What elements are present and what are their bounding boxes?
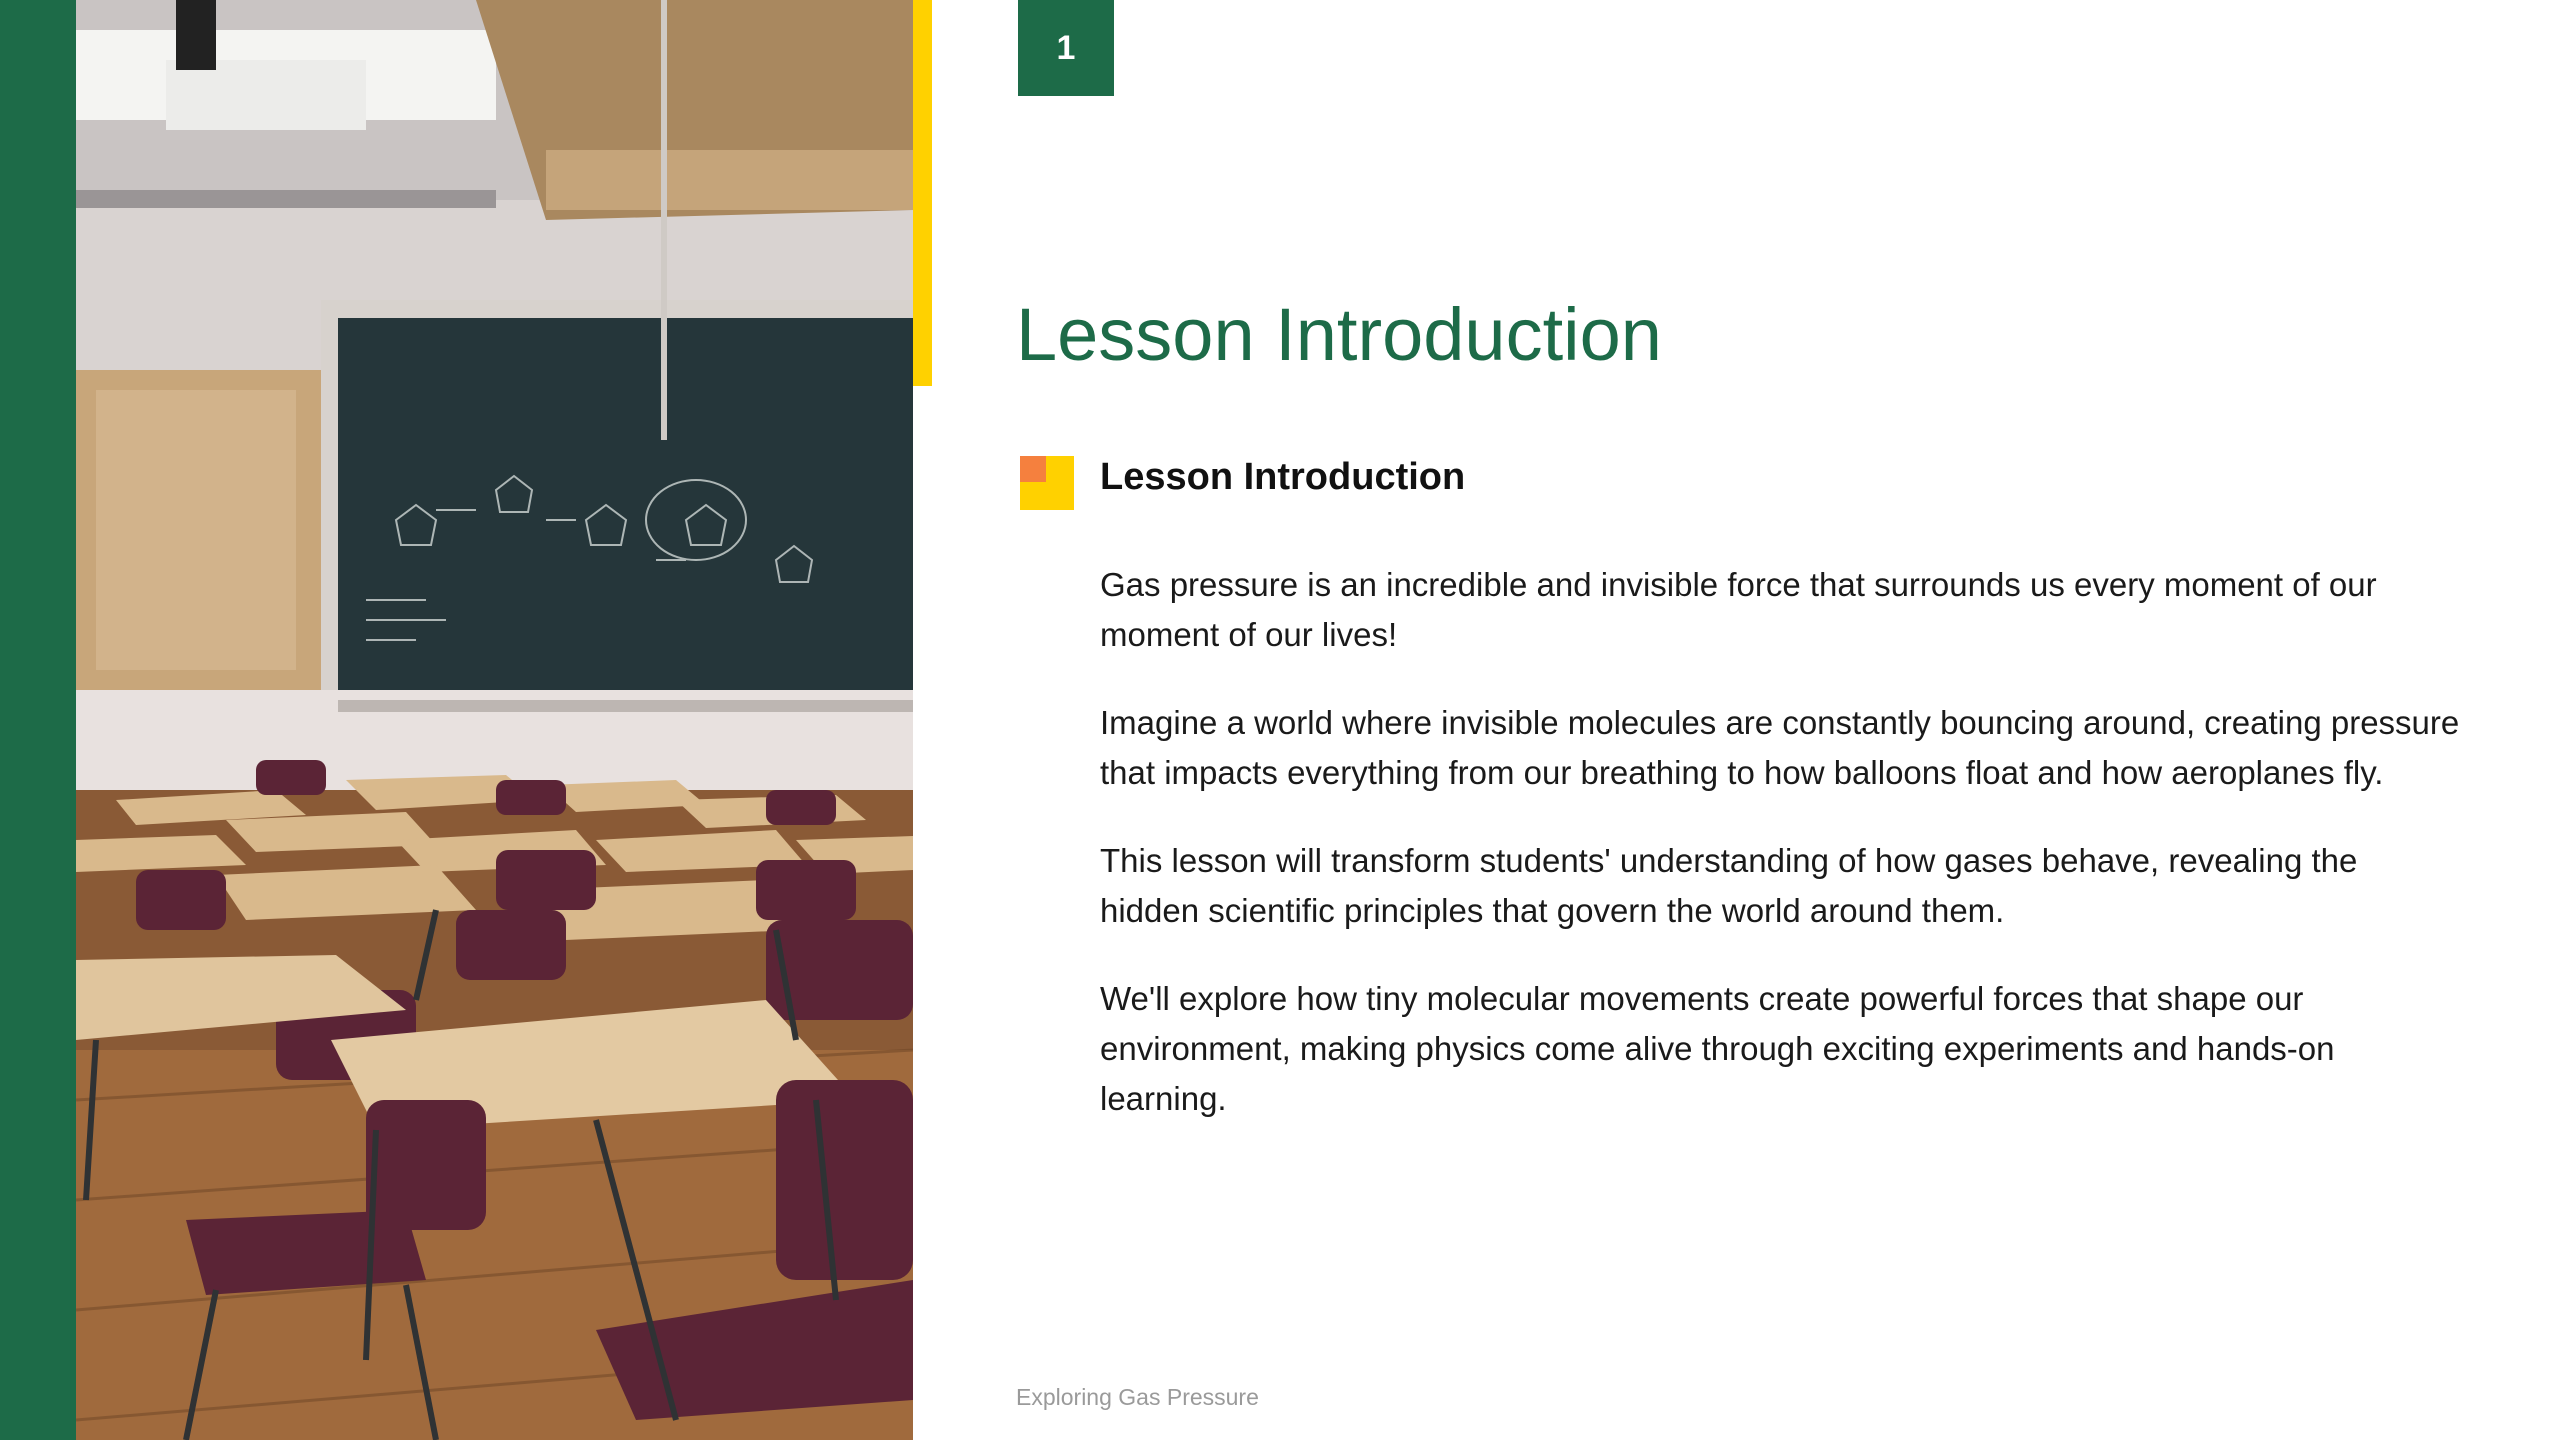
paragraph: Gas pressure is an incredible and invisible force that surrounds us every moment of our moment of our lives! <box>1100 566 2377 653</box>
body-text <box>1100 560 2460 1162</box>
paragraph: Imagine a world where invisible molecules are constantly bouncing around, creating pressure that impacts everything from our breathing to how balloons float and how aeroplanes fly. <box>1100 704 2460 791</box>
footer-text: Exploring Gas Pressure <box>1016 1384 1259 1410</box>
paragraph: We'll explore how tiny molecular movements create powerful forces that shape our environment, making physics come alive through exciting experiments and hands-on learning. <box>1100 980 2335 1117</box>
yellow-accent-bar <box>913 0 932 386</box>
page-title: Lesson Introduction <box>1016 293 1662 376</box>
classroom-photo <box>76 0 913 1440</box>
left-green-strip <box>0 0 76 1440</box>
orange-yellow-square-icon <box>1020 456 1074 510</box>
slide-number-badge: 1 <box>1018 0 1114 96</box>
section-heading: Lesson Introduction <box>1100 456 1466 498</box>
paragraph: This lesson will transform students' understanding of how gases behave, revealing the hidden scientific principles that govern the world around them. <box>1100 842 2358 929</box>
